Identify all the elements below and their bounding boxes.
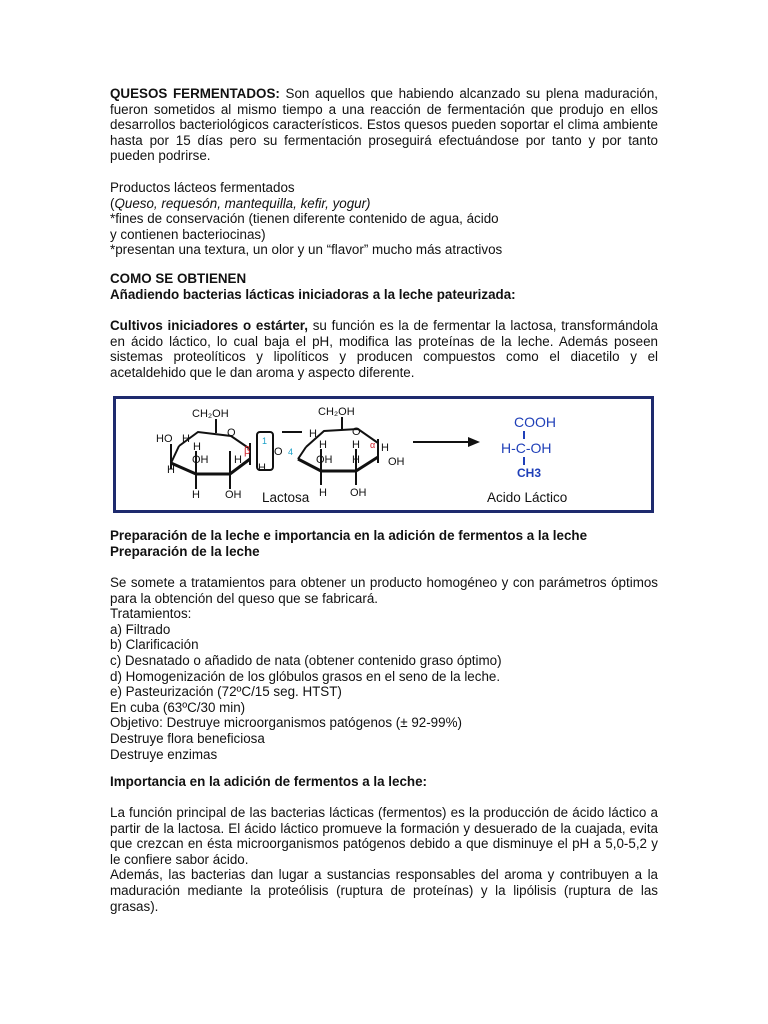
ring2-h-mid-right-2: H xyxy=(352,454,360,466)
ring2-oh-right: OH xyxy=(388,456,405,468)
starter-paragraph xyxy=(110,318,658,380)
cooh-group: COOH xyxy=(514,414,556,430)
beta-label: β xyxy=(244,445,251,457)
prep-line: Destruye flora beneficiosa xyxy=(110,730,265,746)
ring1-oh-mid: OH xyxy=(192,454,209,466)
fermented-cheese-heading: QUESOS FERMENTADOS: xyxy=(110,86,280,101)
link-h: H xyxy=(258,462,266,474)
ring1-h-mid: H xyxy=(193,441,201,453)
ring2-h-left: H xyxy=(309,428,317,440)
fermented-cheese-section xyxy=(110,86,658,164)
hcoh-group: H-C-OH xyxy=(501,440,552,456)
ring1-ho: HO xyxy=(156,433,173,445)
prep-line: c) Desnatado o añadido de nata (obtener contenido graso óptimo) xyxy=(110,652,502,668)
reaction-arrow xyxy=(413,437,480,447)
link-oxygen: O xyxy=(274,446,283,458)
obtain-subheading: Añadiendo bacterias lácticas iniciadoras a la leche pateurizada: xyxy=(110,286,516,302)
prep-line: Objetivo: Destruye microorganismos patógenos (± 92-99%) xyxy=(110,715,462,731)
reaction-diagram xyxy=(116,399,651,510)
prep-line: a) Filtrado xyxy=(110,621,171,637)
products-examples: (Queso, requesón, mantequilla, kefir, yogur) xyxy=(110,195,371,211)
ring2-h-right: H xyxy=(381,442,389,454)
importance-section xyxy=(110,805,658,914)
ring2-bottom-edge xyxy=(298,457,378,471)
lactic-acid-label: Acido Láctico xyxy=(487,490,568,505)
ring2-oh-bottom: OH xyxy=(350,487,367,499)
products-title: Productos lácteos fermentados xyxy=(110,180,295,195)
obtain-section xyxy=(110,271,658,302)
prep-heading-2: Preparación de la leche xyxy=(110,543,260,559)
prep-line: e) Pasteurización (72ºC/15 seg. HTST) xyxy=(110,684,342,700)
starter-section xyxy=(110,318,658,380)
ring2-ring-o: O xyxy=(352,426,361,438)
ring2-h-bottom: H xyxy=(319,487,327,499)
fermented-cheese-text: Son aquellos que habiendo alcanzado su plena maduración, fueron sometidos al mismo tiempo a una reacción de fermentación que produjo en ellos desarrollos bacteriológicos característicos. Estos quesos pueden soportar el clima ambiente hasta por 15 días pero su fermentación proseguirá efectuándose por tanto y por tanto pueden podrirse. xyxy=(110,86,658,164)
products-note-2: y contienen bacteriocinas) xyxy=(110,226,266,242)
ring1-ch2oh: CH₂OH xyxy=(192,408,229,420)
lactose-label: Lactosa xyxy=(262,490,310,505)
ring1-h-left: H xyxy=(182,433,190,445)
prep-line: En cuba (63ºC/30 min) xyxy=(110,699,246,715)
alpha-label: α xyxy=(370,440,376,450)
prep-intro: Se somete a tratamientos para obtener un producto homogéneo y con parámetros óptimos para la obtención del queso que se fabricará. xyxy=(110,575,658,606)
prep-line: Destruye enzimas xyxy=(110,746,218,762)
ring2-h-mid-right: H xyxy=(352,439,360,451)
lactose-to-lactic-acid-figure xyxy=(113,396,654,513)
ring2-ch2oh: CH₂OH xyxy=(318,406,355,418)
ring2-left-upper xyxy=(298,447,306,459)
prep-line: d) Homogenización de los glóbulos grasos en el seno de la leche. xyxy=(110,668,501,684)
ch3-group: CH3 xyxy=(517,466,542,480)
fermented-cheese-paragraph xyxy=(110,86,658,164)
ring2-h-mid: H xyxy=(319,439,327,451)
importance-paragraph-1: La función principal de las bacterias lácticas (fermentos) es la producción de ácido láctico a partir de la lactosa. El ácido láctico promueve la formación y desuerado de la cuajada, evita que crezcan en ésta microorganismos patógenos debido a que disminuye el pH a 5,0-5,2 y le confiere sabor ácido. xyxy=(110,805,658,867)
starter-text: su función es la de fermentar la lactosa, transformándola en ácido láctico, lo cual baja el pH, modifica las proteínas de la leche. Además poseen sistemas proteolíticos y lipolíticos y producen compuestos como el diacetilo y el acetaldehido que le dan aroma y aspecto diferente. xyxy=(110,318,658,380)
starter-heading: Cultivos iniciadores o estárter, xyxy=(110,318,308,333)
ring1-h-bottom: H xyxy=(192,489,200,501)
prep-headings xyxy=(110,528,658,559)
ring1-h-right: H xyxy=(234,454,242,466)
products-section xyxy=(110,180,658,258)
ring1-h-bottom-left: H xyxy=(167,464,175,476)
products-note-1: *fines de conservación (tienen diferente contenido de agua, ácido xyxy=(110,211,499,227)
carbon-one-label: 1 xyxy=(262,436,268,446)
ring2-oh-mid: OH xyxy=(316,454,333,466)
prep-heading-1: Preparación de la leche e importancia en la adición de fermentos a la leche xyxy=(110,528,588,543)
lactic-acid-structure xyxy=(501,414,556,480)
prep-line: Tratamientos: xyxy=(110,606,192,622)
prep-line: b) Clarificación xyxy=(110,637,199,653)
ring1-left-upper xyxy=(171,446,179,463)
obtain-heading: COMO SE OBTIENEN xyxy=(110,271,247,286)
ring1-oh-bottom: OH xyxy=(225,489,242,501)
importance-heading-block xyxy=(110,774,658,790)
prep-section xyxy=(110,575,658,762)
carbon-four-label: 4 xyxy=(288,447,294,457)
products-note-3: *presentan una textura, un olor y un “flavor” mucho más atractivos xyxy=(110,242,503,258)
importance-paragraph-2: Además, las bacterias dan lugar a sustancias responsables del aroma y contribuyen a la maduración mediante la proteólisis (ruptura de proteínas) y la lipólisis (ruptura de las grasas). xyxy=(110,867,658,914)
ring1-ring-o: O xyxy=(227,427,236,439)
importance-heading: Importancia en la adición de fermentos a la leche: xyxy=(110,774,428,789)
